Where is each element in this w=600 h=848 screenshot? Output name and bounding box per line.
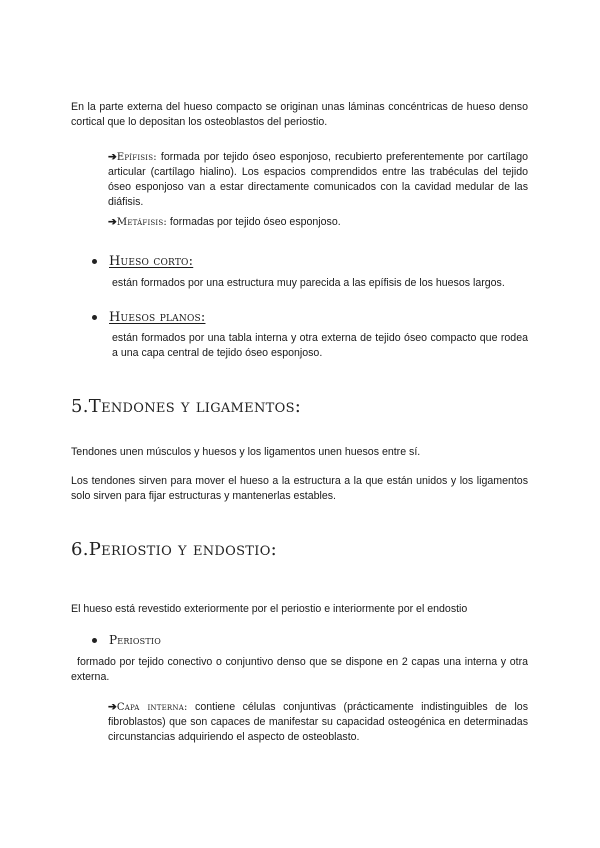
arrow-right-icon: ➔: [108, 216, 117, 228]
hueso-corto-heading: [92, 254, 193, 269]
metafisis-term: Metáfisis:: [116, 217, 167, 228]
section-6-title: 6.Periostio y endostio:: [71, 539, 278, 560]
epifisis-paragraph: [108, 150, 528, 210]
huesos-planos-text: están formados por una tabla interna y otra externa de tejido óseo compacto que rodea a una capa central de tejido óseo esponjoso.: [112, 332, 528, 359]
section-5-title: 5.Tendones y ligamentos:: [71, 396, 302, 417]
metafisis-text: formadas por tejido óseo esponjoso.: [166, 216, 341, 228]
intro-paragraph: En la parte externa del hueso compacto se originan unas láminas concéntricas de hueso denso cortical que lo depositan los osteoblastos del periostio.: [71, 101, 528, 128]
hueso-corto-text: están formados por una estructura muy parecida a las epífisis de los huesos largos.: [112, 277, 505, 289]
epifisis-term: Epífisis:: [116, 152, 157, 163]
capa-interna-text: contiene células conjuntivas (prácticamente indistinguibles de los fibroblastos) que son capaces de manifestar su capacidad osteogénica en determinadas circunstancias adquiriendo el aspecto de osteoblasto.: [108, 701, 528, 743]
arrow-right-icon: ➔: [108, 701, 117, 713]
capa-interna-term: Capa interna:: [116, 702, 188, 713]
epifisis-text: formada por tejido óseo esponjoso, recubierto preferentemente por cartílago articular (cartílago hialino). Los espacios comprendidos entre las trabéculas del tejido óseo esponjoso van a estar directamente comunicados con la cavidad medular de las diáfisis.: [108, 151, 528, 208]
periostio-title: Periostio: [109, 633, 161, 647]
section-6-paragraph-1: El hueso está revestido exteriormente por el periostio e interiormente por el endostio: [71, 603, 468, 615]
bullet-icon: [92, 638, 97, 643]
bullet-icon: [92, 259, 97, 264]
section-5-paragraph-1: Tendones unen músculos y huesos y los ligamentos unen huesos entre sí.: [71, 446, 421, 458]
arrow-right-icon: ➔: [108, 151, 117, 163]
periostio-text: formado por tejido conectivo o conjuntivo denso que se dispone en 2 capas una interna y otra externa.: [71, 656, 528, 683]
hueso-corto-title: Hueso corto:: [109, 254, 194, 269]
metafisis-paragraph: [108, 215, 528, 230]
bullet-icon: [92, 315, 97, 320]
huesos-planos-title: Huesos planos:: [109, 310, 206, 325]
capa-interna-paragraph: [108, 700, 528, 745]
periostio-heading: [92, 633, 161, 647]
huesos-planos-heading: [92, 310, 205, 325]
section-5-paragraph-2: Los tendones sirven para mover el hueso a la estructura a la que están unidos y los ligamentos solo sirven para fijar estructuras y mantenerlas estables.: [71, 475, 528, 502]
